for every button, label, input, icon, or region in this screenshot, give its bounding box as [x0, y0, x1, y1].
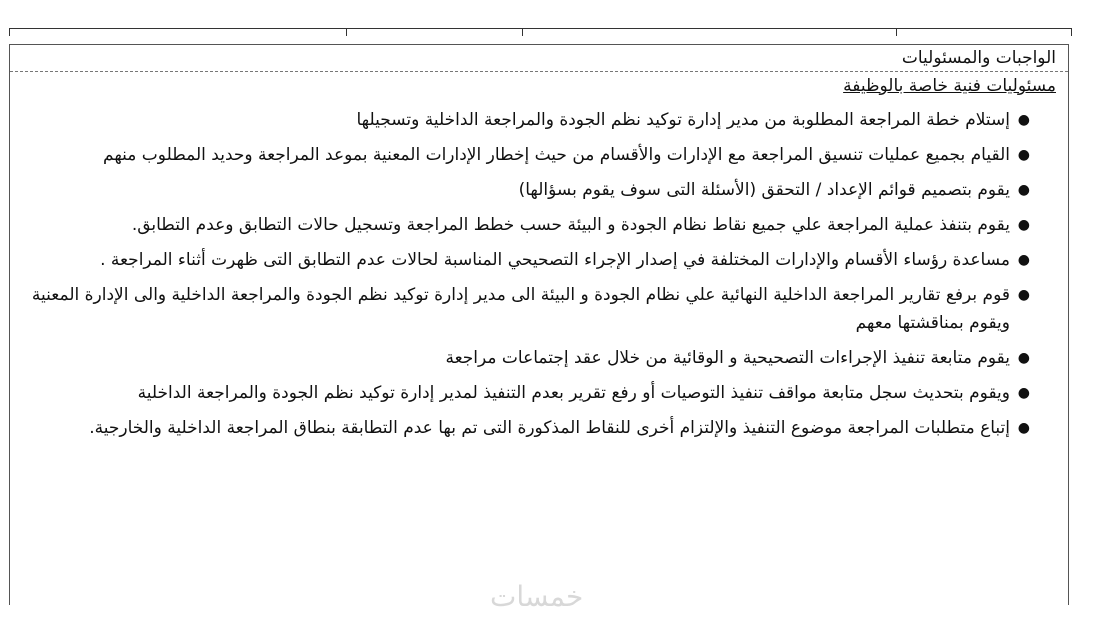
table-column-tick	[9, 28, 10, 36]
bullet-icon: ●	[1017, 252, 1030, 268]
bullet-icon: ●	[1017, 217, 1030, 233]
duty-text: يقوم متابعة تنفيذ الإجراءات التصحيحية و الوقائية من خلال عقد إجتماعات مراجعة	[445, 348, 1010, 368]
section-subheading: مسئوليات فنية خاصة بالوظيفة	[843, 76, 1056, 96]
table-column-tick	[896, 28, 897, 36]
list-item	[10, 246, 1068, 274]
list-item	[10, 379, 1068, 407]
list-item	[10, 211, 1068, 239]
top-table-rule	[9, 28, 1072, 29]
duty-text: القيام بجميع عمليات تنسيق المراجعة مع الإدارات والأقسام من حيث إخطار الإدارات المعنية بموعد المراجعة وحديد المطلوب منهم	[103, 145, 1010, 165]
section-heading: الواجبات والمسئوليات	[10, 45, 1068, 72]
watermark-logo: خمسات	[490, 580, 584, 613]
duty-text: يقوم بتنفذ عملية المراجعة علي جميع نقاط نظام الجودة و البيئة حسب خطط المراجعة وتسجيل حالات التطابق وعدم التطابق.	[131, 215, 1010, 235]
list-item	[10, 176, 1068, 204]
table-column-tick	[522, 28, 523, 36]
duties-list	[10, 106, 1068, 442]
table-column-tick	[1071, 28, 1072, 36]
duty-text: يقوم بتصميم قوائم الإعداد / التحقق (الأسئلة التى سوف يقوم بسؤالها)	[518, 180, 1010, 200]
duty-text: مساعدة رؤساء الأقسام والإدارات المختلفة في إصدار الإجراء التصحيحي المناسبة لحالات عدم التطابق التى ظهرت أثناء المراجعة .	[100, 250, 1010, 270]
duty-text: إستلام خطة المراجعة المطلوبة من مدير إدارة توكيد نظم الجودة والمراجعة الداخلية وتسجيلها	[356, 110, 1010, 130]
list-item	[10, 414, 1068, 442]
bullet-icon: ●	[1017, 182, 1030, 198]
bullet-icon: ●	[1017, 385, 1030, 401]
duty-text: إتباع متطلبات المراجعة موضوع التنفيذ والإلتزام أخرى للنقاط المذكورة التى تم بها عدم التطابقة بنطاق المراجعة الداخلية والخارجية.	[89, 418, 1010, 438]
list-item	[10, 344, 1068, 372]
bullet-icon: ●	[1017, 350, 1030, 366]
duties-table-cell	[9, 44, 1069, 605]
table-column-tick	[346, 28, 347, 36]
list-item	[10, 281, 1068, 337]
bullet-icon: ●	[1017, 147, 1030, 163]
bullet-icon: ●	[1017, 112, 1030, 128]
bullet-icon: ●	[1017, 420, 1030, 436]
list-item	[10, 106, 1068, 134]
list-item	[10, 141, 1068, 169]
duty-text: ويقوم بتحديث سجل متابعة مواقف تنفيذ التوصيات أو رفع تقرير بعدم التنفيذ لمدير إدارة توكيد نظم الجودة والمراجعة الداخلية	[137, 383, 1010, 403]
duty-text: قوم برفع تقارير المراجعة الداخلية النهائية علي نظام الجودة و البيئة الى مدير إدارة توكيد نظم الجودة والمراجعة الداخلية والى الإدارة المعنية ويقوم بمناقشتها معهم	[31, 285, 1010, 333]
bullet-icon: ●	[1017, 287, 1030, 303]
